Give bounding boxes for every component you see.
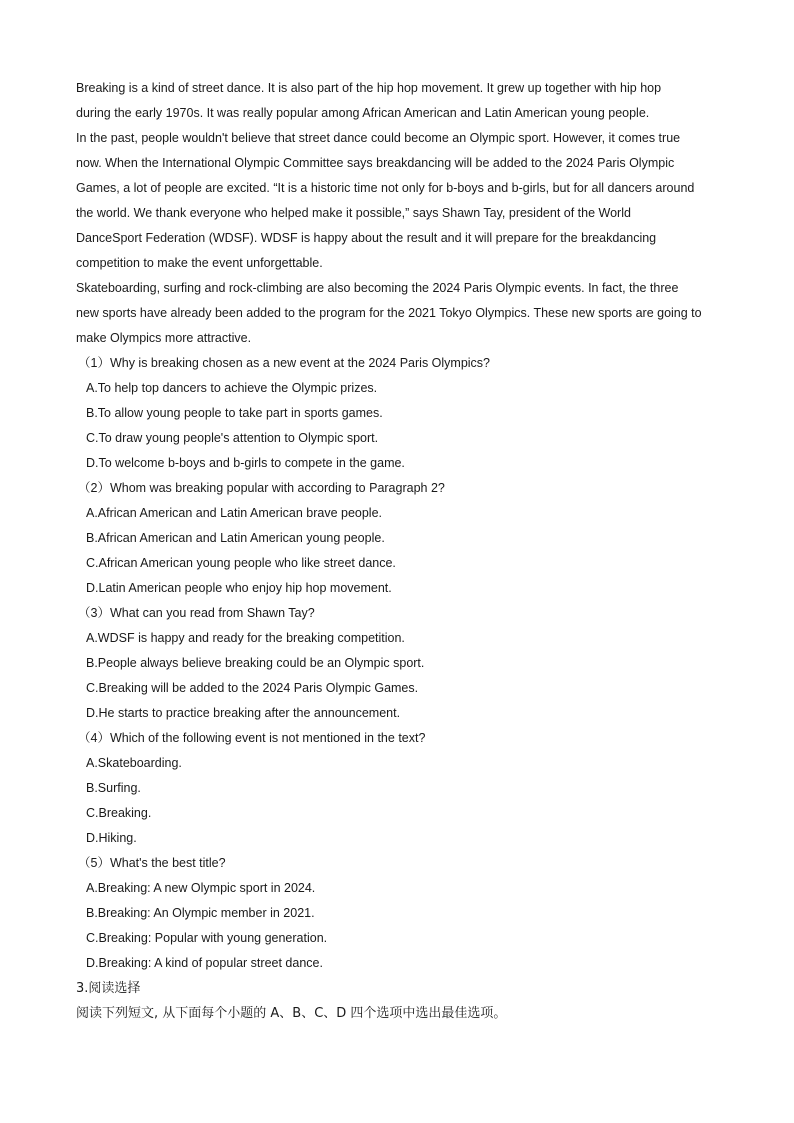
answer-option[interactable]: A.To help top dancers to achieve the Olympic prizes. — [86, 381, 378, 395]
question-stem: （3）What can you read from Shawn Tay? — [78, 606, 315, 620]
section-3 — [76, 976, 726, 1026]
answer-option[interactable]: A.African American and Latin American brave people. — [86, 506, 383, 520]
question-stem: （2）Whom was breaking popular with according to Paragraph 2? — [78, 481, 445, 495]
answer-option[interactable]: D.He starts to practice breaking after the announcement. — [86, 706, 401, 720]
answer-option[interactable]: C.Breaking will be added to the 2024 Paris Olympic Games. — [86, 681, 419, 695]
answer-option[interactable]: B.Breaking: An Olympic member in 2021. — [86, 906, 315, 920]
passage-line: Games, a lot of people are excited. “It is a historic time not only for b-boys and b-girls, but for all dancers around — [76, 181, 695, 195]
answer-option[interactable]: B.Surfing. — [86, 781, 141, 795]
question-4 — [76, 726, 726, 851]
answer-option[interactable]: D.Hiking. — [86, 831, 137, 845]
passage-line: competition to make the event unforgettable. — [76, 256, 323, 270]
answer-option[interactable]: C.Breaking: Popular with young generation. — [86, 931, 328, 945]
answer-option[interactable]: D.Breaking: A kind of popular street dance. — [86, 956, 323, 970]
answer-option[interactable]: B.People always believe breaking could be an Olympic sport. — [86, 656, 425, 670]
passage-line: new sports have already been added to the program for the 2021 Tokyo Olympics. These new sports are going to — [76, 306, 702, 320]
passage-line: DanceSport Federation (WDSF). WDSF is happy about the result and it will prepare for the breakdancing — [76, 231, 657, 245]
question-stem: （1）Why is breaking chosen as a new event at the 2024 Paris Olympics? — [78, 356, 491, 370]
answer-option[interactable]: C.Breaking. — [86, 806, 152, 820]
question-3 — [76, 601, 726, 726]
passage-line: Breaking is a kind of street dance. It is also part of the hip hop movement. It grew up together with hip hop — [76, 81, 662, 95]
passage-paragraph-1 — [76, 76, 726, 126]
question-1 — [76, 351, 726, 476]
passage-paragraph-3 — [76, 276, 726, 351]
answer-option[interactable]: A.Skateboarding. — [86, 756, 182, 770]
answer-option[interactable]: D.To welcome b-boys and b-girls to compete in the game. — [86, 456, 405, 470]
passage-line: the world. We thank everyone who helped make it possible,” says Shawn Tay, president of the World — [76, 206, 631, 220]
passage-line: Skateboarding, surfing and rock-climbing are also becoming the 2024 Paris Olympic events. In fact, the three — [76, 281, 679, 295]
question-2 — [76, 476, 726, 601]
answer-option[interactable]: C.African American young people who like street dance. — [86, 556, 396, 570]
answer-option[interactable]: C.To draw young people's attention to Olympic sport. — [86, 431, 379, 445]
section-instruction: 阅读下列短文, 从下面每个小题的 A、B、C、D 四个选项中选出最佳选项。 — [76, 1006, 507, 1021]
question-stem: （5）What's the best title? — [78, 856, 226, 870]
answer-option[interactable]: A.WDSF is happy and ready for the breaking competition. — [86, 631, 405, 645]
answer-option[interactable]: B.African American and Latin American young people. — [86, 531, 385, 545]
passage-paragraph-2 — [76, 126, 726, 276]
answer-option[interactable]: B.To allow young people to take part in sports games. — [86, 406, 383, 420]
passage-line: make Olympics more attractive. — [76, 331, 252, 345]
answer-option[interactable]: A.Breaking: A new Olympic sport in 2024. — [86, 881, 316, 895]
passage-line: In the past, people wouldn't believe that street dance could become an Olympic sport. However, it comes true — [76, 131, 681, 145]
passage-line: now. When the International Olympic Committee says breakdancing will be added to the 2024 Paris Olympic — [76, 156, 675, 170]
answer-option[interactable]: D.Latin American people who enjoy hip hop movement. — [86, 581, 392, 595]
section-heading: 3.阅读选择 — [76, 981, 141, 996]
passage-line: during the early 1970s. It was really popular among African American and Latin American young people. — [76, 106, 650, 120]
question-5 — [76, 851, 726, 976]
document-page — [76, 76, 726, 1026]
question-stem: （4）Which of the following event is not mentioned in the text? — [78, 731, 426, 745]
